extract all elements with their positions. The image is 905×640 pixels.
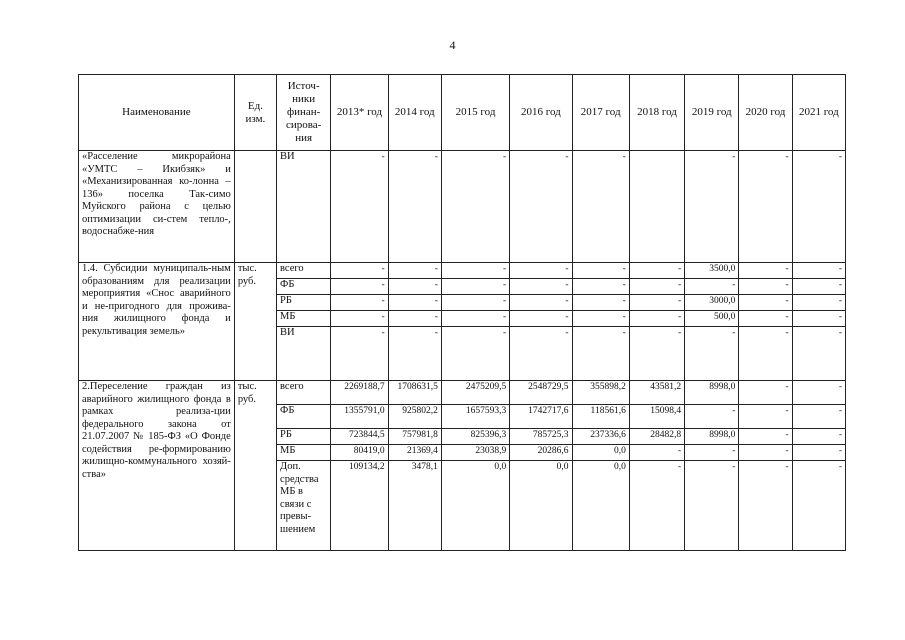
value-cell: - bbox=[739, 381, 792, 405]
value-cell: 1708631,5 bbox=[388, 381, 441, 405]
source-cell: всего bbox=[277, 263, 331, 279]
value-cell: - bbox=[331, 151, 388, 263]
value-cell: - bbox=[739, 445, 792, 461]
value-cell: - bbox=[685, 279, 739, 295]
header-year-2013: 2013* год bbox=[331, 75, 388, 151]
value-cell: - bbox=[792, 445, 845, 461]
value-cell: - bbox=[792, 381, 845, 405]
value-cell: - bbox=[792, 263, 845, 279]
value-cell: - bbox=[572, 279, 629, 295]
value-cell: - bbox=[572, 327, 629, 381]
value-cell: - bbox=[792, 461, 845, 551]
value-cell: - bbox=[739, 151, 792, 263]
value-cell: - bbox=[685, 405, 739, 429]
value-cell: - bbox=[510, 311, 572, 327]
value-cell: - bbox=[792, 295, 845, 311]
value-cell: - bbox=[388, 327, 441, 381]
unit-cell: тыс. руб. bbox=[234, 381, 276, 551]
page-number: 4 bbox=[449, 38, 456, 52]
row-name-cell: 1.4. Субсидии муниципаль-ным образованиям для реализации мероприятия «Снос аварийного и не-пригодного для прожива-ния жилищного фонда и рекультивация земель» bbox=[79, 263, 235, 381]
value-cell: - bbox=[441, 151, 509, 263]
source-cell: ВИ bbox=[277, 151, 331, 263]
value-cell: 3500,0 bbox=[685, 263, 739, 279]
value-cell: 80419,0 bbox=[331, 445, 388, 461]
header-year-2016: 2016 год bbox=[510, 75, 572, 151]
value-cell: 21369,4 bbox=[388, 445, 441, 461]
value-cell: 355898,2 bbox=[572, 381, 629, 405]
header-year-2017: 2017 год bbox=[572, 75, 629, 151]
value-cell bbox=[629, 151, 684, 263]
value-cell: - bbox=[739, 263, 792, 279]
value-cell: - bbox=[792, 429, 845, 445]
value-cell: - bbox=[572, 151, 629, 263]
value-cell: 118561,6 bbox=[572, 405, 629, 429]
value-cell: - bbox=[441, 311, 509, 327]
value-cell: - bbox=[572, 295, 629, 311]
value-cell: - bbox=[331, 311, 388, 327]
value-cell: - bbox=[441, 327, 509, 381]
table-row bbox=[79, 381, 846, 405]
value-cell: - bbox=[441, 279, 509, 295]
value-cell: - bbox=[739, 279, 792, 295]
value-cell: 925802,2 bbox=[388, 405, 441, 429]
value-cell: - bbox=[331, 327, 388, 381]
value-cell: 1355791,0 bbox=[331, 405, 388, 429]
value-cell: - bbox=[685, 445, 739, 461]
value-cell: - bbox=[685, 151, 739, 263]
source-cell: МБ bbox=[277, 311, 331, 327]
value-cell: 2548729,5 bbox=[510, 381, 572, 405]
value-cell: - bbox=[629, 263, 684, 279]
value-cell: 1742717,6 bbox=[510, 405, 572, 429]
value-cell: 0,0 bbox=[510, 461, 572, 551]
value-cell: 3000,0 bbox=[685, 295, 739, 311]
header-year-2020: 2020 год bbox=[739, 75, 792, 151]
value-cell: - bbox=[629, 327, 684, 381]
value-cell: - bbox=[572, 263, 629, 279]
source-cell: РБ bbox=[277, 295, 331, 311]
value-cell: 723844,5 bbox=[331, 429, 388, 445]
value-cell: - bbox=[510, 263, 572, 279]
value-cell: 8998,0 bbox=[685, 429, 739, 445]
row-name-cell: «Расселение микрорайона «УМТС – Икибзяк» и «Механизированная ко-лонна – 136» поселка Так-симо Муйского района с целью оптимизации си-стем тепло-, водоснабже-ния bbox=[79, 151, 235, 263]
value-cell: 1657593,3 bbox=[441, 405, 509, 429]
value-cell: 785725,3 bbox=[510, 429, 572, 445]
value-cell: - bbox=[629, 461, 684, 551]
value-cell: - bbox=[331, 263, 388, 279]
value-cell: - bbox=[792, 279, 845, 295]
source-cell: всего bbox=[277, 381, 331, 405]
value-cell: - bbox=[739, 429, 792, 445]
value-cell: - bbox=[510, 151, 572, 263]
value-cell: - bbox=[572, 311, 629, 327]
header-source: Источ-ники финан-сирова-ния bbox=[277, 75, 331, 151]
header-unit: Ед. изм. bbox=[234, 75, 276, 151]
value-cell: - bbox=[792, 405, 845, 429]
value-cell: - bbox=[629, 445, 684, 461]
value-cell: - bbox=[685, 327, 739, 381]
source-cell: ФБ bbox=[277, 279, 331, 295]
header-year-2014: 2014 год bbox=[388, 75, 441, 151]
table-row bbox=[79, 263, 846, 279]
value-cell: 8998,0 bbox=[685, 381, 739, 405]
value-cell: 2475209,5 bbox=[441, 381, 509, 405]
value-cell: - bbox=[739, 461, 792, 551]
header-row bbox=[79, 75, 846, 151]
table-row bbox=[79, 151, 846, 263]
header-year-2018: 2018 год bbox=[629, 75, 684, 151]
value-cell: 237336,6 bbox=[572, 429, 629, 445]
value-cell: 28482,8 bbox=[629, 429, 684, 445]
value-cell: 500,0 bbox=[685, 311, 739, 327]
value-cell: 23038,9 bbox=[441, 445, 509, 461]
value-cell: - bbox=[792, 311, 845, 327]
header-year-2021: 2021 год bbox=[792, 75, 845, 151]
value-cell: - bbox=[510, 279, 572, 295]
value-cell: - bbox=[685, 461, 739, 551]
value-cell: 3478,1 bbox=[388, 461, 441, 551]
value-cell: 0,0 bbox=[441, 461, 509, 551]
value-cell: - bbox=[792, 151, 845, 263]
value-cell: - bbox=[629, 279, 684, 295]
value-cell: 825396,3 bbox=[441, 429, 509, 445]
value-cell: - bbox=[792, 327, 845, 381]
value-cell: 2269188,7 bbox=[331, 381, 388, 405]
value-cell: - bbox=[739, 327, 792, 381]
unit-cell: тыс. руб. bbox=[234, 263, 276, 381]
value-cell: - bbox=[441, 263, 509, 279]
value-cell: - bbox=[629, 295, 684, 311]
value-cell: 0,0 bbox=[572, 445, 629, 461]
header-year-2015: 2015 год bbox=[441, 75, 509, 151]
source-cell: Доп. средства МБ в связи с превы-шением bbox=[277, 461, 331, 551]
value-cell: 20286,6 bbox=[510, 445, 572, 461]
source-cell: РБ bbox=[277, 429, 331, 445]
value-cell: - bbox=[388, 151, 441, 263]
source-cell: МБ bbox=[277, 445, 331, 461]
row-name-cell: 2.Переселение граждан из аварийного жилищного фонда в рамках реализа-ции федерального закона от 21.07.2007 № 185-ФЗ «О Фонде содействия ре-формированию жилищно-коммунального хозяй-ства» bbox=[79, 381, 235, 551]
value-cell: - bbox=[739, 405, 792, 429]
value-cell: - bbox=[441, 295, 509, 311]
budget-table bbox=[78, 74, 846, 551]
source-cell: ФБ bbox=[277, 405, 331, 429]
value-cell: 0,0 bbox=[572, 461, 629, 551]
value-cell: - bbox=[388, 279, 441, 295]
value-cell: 15098,4 bbox=[629, 405, 684, 429]
value-cell: - bbox=[331, 279, 388, 295]
value-cell: - bbox=[510, 295, 572, 311]
value-cell: 757981,8 bbox=[388, 429, 441, 445]
value-cell: - bbox=[739, 311, 792, 327]
value-cell: 43581,2 bbox=[629, 381, 684, 405]
header-name: Наименование bbox=[79, 75, 235, 151]
value-cell: - bbox=[388, 295, 441, 311]
value-cell: - bbox=[739, 295, 792, 311]
value-cell: 109134,2 bbox=[331, 461, 388, 551]
value-cell: - bbox=[388, 311, 441, 327]
value-cell: - bbox=[629, 311, 684, 327]
value-cell: - bbox=[510, 327, 572, 381]
unit-cell bbox=[234, 151, 276, 263]
source-cell: ВИ bbox=[277, 327, 331, 381]
value-cell: - bbox=[331, 295, 388, 311]
header-year-2019: 2019 год bbox=[685, 75, 739, 151]
value-cell: - bbox=[388, 263, 441, 279]
